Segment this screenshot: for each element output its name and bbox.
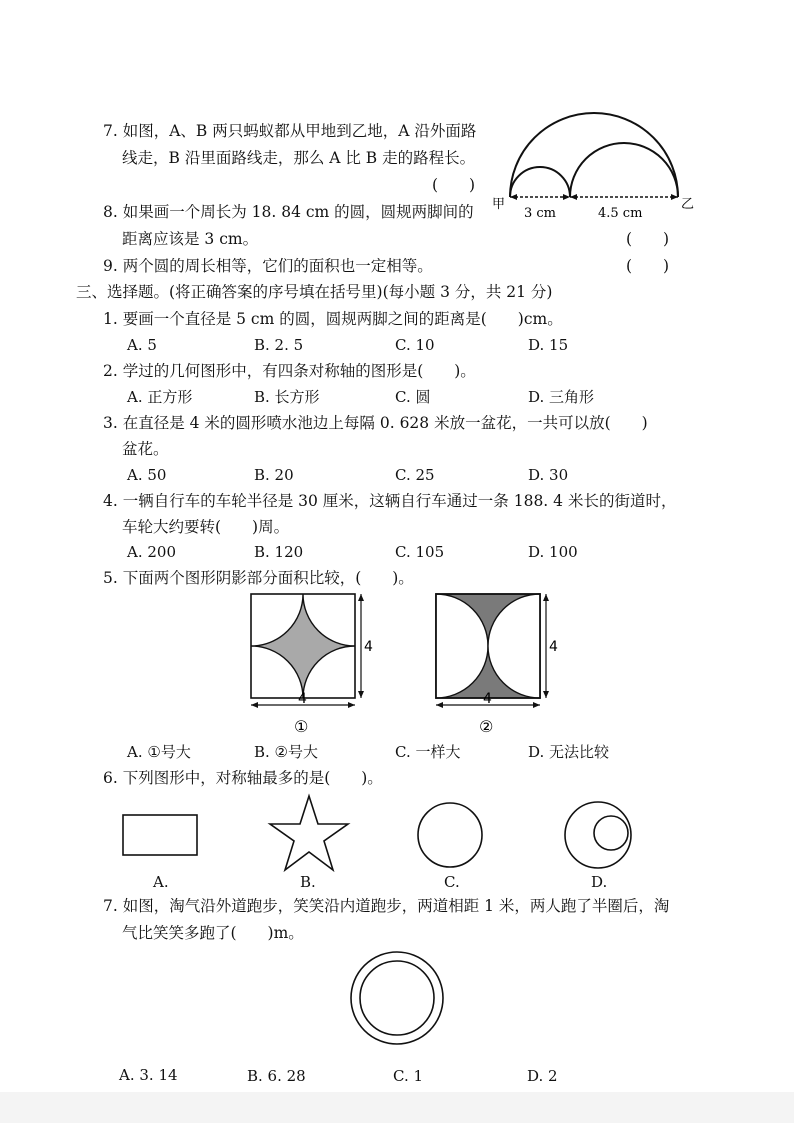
choice-q4-line2: 车轮大约要转( )周。 [122,518,290,536]
choice-q2-option-c[interactable]: C. 圆 [395,388,431,406]
seg2-label: 4.5 cm [598,206,643,221]
choice-q7-option-c[interactable]: C. 1 [393,1067,424,1085]
fig1-side-arrow-bottom [358,691,364,698]
choice-q3-line1: 3. 在直径是 4 米的圆形喷水池边上每隔 0. 628 米放一盆花，一共可以放( ) [103,414,648,432]
judge-q7-answer-paren[interactable]: ( ) [432,176,476,194]
fig1-bottom-arrow-left [251,702,258,708]
fig1-shaded-region [251,594,355,698]
choice-q7-option-a[interactable]: A. 3. 14 [119,1066,178,1084]
outer-semicircle [510,113,678,197]
choice-q7-line2: 气比笑笑多跑了( )m。 [122,924,304,942]
choice-q5-option-d[interactable]: D. 无法比较 [528,743,610,761]
choice-q6-text: 6. 下列图形中，对称轴最多的是( )。 [103,769,383,787]
choice-q7-line1: 7. 如图，淘气沿外道跑步，笑笑沿内道跑步，两道相距 1 米，两人跑了半圈后，淘 [103,897,670,915]
page-bottom-margin [0,1092,794,1123]
section3-heading: 三、选择题。(将正确答案的序号填在括号里)(每小题 3 分，共 21 分) [76,283,553,301]
choice-q3-option-d[interactable]: D. 30 [528,466,569,484]
choice-q4-option-d[interactable]: D. 100 [528,543,578,561]
fig1-side-arrow-top [358,594,364,601]
q6-label-d[interactable]: D. [591,873,608,891]
judge-q8-line1: 8. 如果画一个周长为 18. 84 cm 的圆，圆规两脚间的 [103,203,474,221]
choice-q4-option-b[interactable]: B. 120 [254,543,304,561]
fig2-bottom-arrow-right [533,702,540,708]
fig2-side-arrow-bottom [543,691,549,698]
judge-q9-answer-paren[interactable]: ( ) [626,257,670,275]
choice-q4-option-c[interactable]: C. 105 [395,543,445,561]
fig1-width-label: 4 [298,691,307,707]
judge-q7-line1: 7. 如图，A、B 两只蚂蚁都从甲地到乙地，A 沿外面路 [103,122,477,140]
start-label: 甲 [492,197,506,212]
choice-q2-option-d[interactable]: D. 三角形 [528,388,595,406]
fig2-bottom-arrow-left [436,702,443,708]
semicircle-path-figure [492,112,700,222]
inner-semicircle-large [570,143,678,197]
inner-semicircle-small [510,167,570,197]
choice-q5-option-a[interactable]: A. ①号大 [127,743,191,761]
choice-q7-option-b[interactable]: B. 6. 28 [247,1067,306,1085]
q6-label-a[interactable]: A. [153,873,169,891]
q6-shape-star [267,794,351,874]
choice-q2-option-a[interactable]: A. 正方形 [127,388,193,406]
judge-q7-line2: 线走，B 沿里面路线走，那么 A 比 B 走的路程长。 [122,149,476,167]
fig2-side-label: 4 [549,639,558,655]
q6-label-b[interactable]: B. [300,873,316,891]
q5-figure-2 [428,590,558,740]
choice-q2-text: 2. 学过的几何图形中，有四条对称轴的图形是( )。 [103,362,476,380]
choice-q1-option-c[interactable]: C. 10 [395,336,435,354]
seg2-right-arrow [671,194,678,200]
choice-q5-text: 5. 下面两个图形阴影部分面积比较，( )。 [103,569,414,587]
q5-figure-1 [243,590,373,740]
fig1-bottom-arrow-right [348,702,355,708]
choice-q7-option-d[interactable]: D. 2 [527,1067,558,1085]
choice-q3-option-a[interactable]: A. 50 [127,466,167,484]
choice-q1-option-a[interactable]: A. 5 [127,336,157,354]
choice-q1-text: 1. 要画一个直径是 5 cm 的圆，圆规两脚之间的距离是( )cm。 [103,310,563,328]
fig2-side-arrow-top [543,594,549,601]
q6-shape-rectangle [121,812,201,862]
end-label: 乙 [681,197,695,212]
choice-q5-option-c[interactable]: C. 一样大 [395,743,461,761]
choice-q3-line2: 盆花。 [122,440,169,458]
q6-shape-nested-circles [563,800,635,872]
seg2-left-arrow [570,194,577,200]
q6-label-c[interactable]: C. [444,873,460,891]
judge-q8-line2: 距离应该是 3 cm。 [122,230,259,248]
fig1-number-label: ① [294,717,309,736]
fig1-side-label: 4 [364,639,373,655]
choice-q3-option-c[interactable]: C. 25 [395,466,435,484]
choice-q1-option-d[interactable]: D. 15 [528,336,569,354]
choice-q5-option-b[interactable]: B. ②号大 [254,743,319,761]
q6-shape-circle [416,802,486,872]
choice-q4-line1: 4. 一辆自行车的车轮半径是 30 厘米，这辆自行车通过一条 188. 4 米长的街道时， [103,492,677,510]
choice-q1-option-b[interactable]: B. 2. 5 [254,336,304,354]
seg1-label: 3 cm [524,206,557,221]
choice-q3-option-b[interactable]: B. 20 [254,466,294,484]
fig2-width-label: 4 [483,691,492,707]
judge-q9-line: 9. 两个圆的周长相等，它们的面积也一定相等。 [103,257,433,275]
choice-q4-option-a[interactable]: A. 200 [127,543,176,561]
judge-q8-answer-paren[interactable]: ( ) [626,230,670,248]
q7-running-track-figure [348,950,448,1050]
choice-q2-option-b[interactable]: B. 长方形 [254,388,320,406]
fig2-number-label: ② [479,717,494,736]
